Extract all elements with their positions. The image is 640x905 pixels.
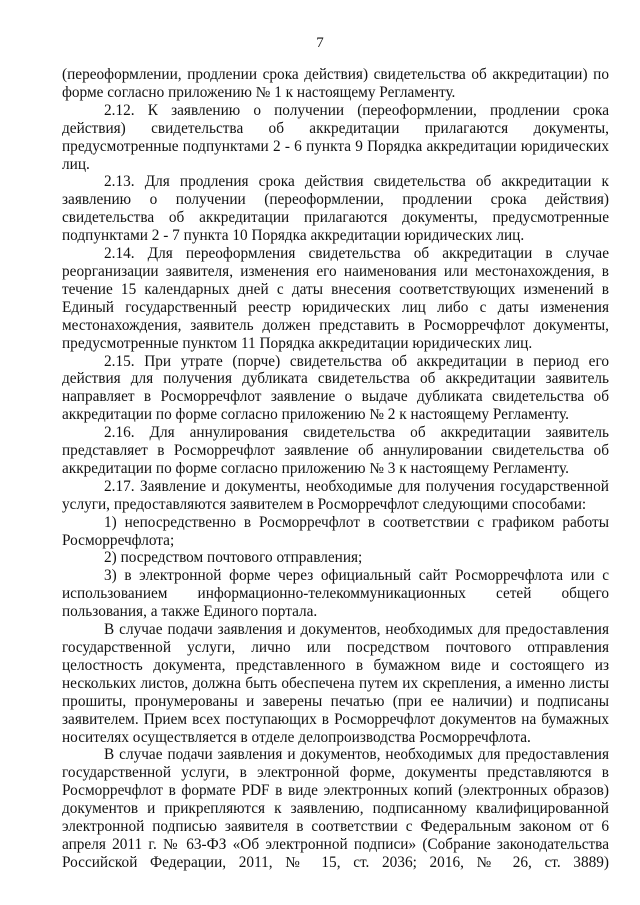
paragraph-electronic-submission: В случае подачи заявления и документов, необходимых для предоставления государственной услуги, в электронной форме, документы представляются в Росморречфлот в формате PDF в виде электронных копий (электронных образов) документов и прикрепляются к заявлению, подписанному квалифицированной электронной подписью заявителя в соответствии с Федеральным законом от 6 апреля 2011 г. № 63-ФЗ «Об электронной подписи» (Собрание законодательства Российской Федерации, 2011, № 15, ст. 2036; 2016, № 26, ст. 3889) <box>62 746 609 871</box>
page-number: 7 <box>316 35 324 51</box>
document-body <box>62 66 609 872</box>
paragraph-paper-submission: В случае подачи заявления и документов, необходимых для предоставления государственной услуги, лично или посредством почтового отправления целостность документа, представленного в бумажном виде и состоящего из нескольких листов, должна быть обеспечена путем их скрепления, а именно листы прошиты, пронумерованы и заверены печатью (при ее наличии) и подписаны заявителем. Прием всех поступающих в Росморречфлот документов на бумажных носителях осуществляется в отделе делопроизводства Росморречфлота. <box>62 621 609 746</box>
list-item-2: 2) посредством почтового отправления; <box>104 549 363 567</box>
paragraph-2-17: 2.17. Заявление и документы, необходимые для получения государственной услуги, предоставляются заявителем в Росморречфлот следующими способами: <box>62 477 609 513</box>
paragraph-2-16: 2.16. Для аннулирования свидетельства об аккредитации заявитель представляет в Росморречфлот заявление об аннулировании свидетельства об аккредитации по форме согласно приложению № 3 к настоящему Регламенту. <box>62 424 609 477</box>
list-item-1: 1) непосредственно в Росморречфлот в соответствии с графиком работы Росморречфлота; <box>62 513 609 549</box>
paragraph-2-15: 2.15. При утрате (порче) свидетельства об аккредитации в период его действия для получения дубликата свидетельства об аккредитации заявитель направляет в Росморречфлот заявление о выдаче дубликата свидетельства об аккредитации по форме согласно приложению № 2 к настоящему Регламенту. <box>62 352 609 424</box>
list-item-3: 3) в электронной форме через официальный сайт Росморречфлота или с использованием информационно-телекоммуникационных сетей общего пользования, а также Единого портала. <box>62 567 609 621</box>
paragraph-2-14: 2.14. Для переоформления свидетельства об аккредитации в случае реорганизации заявителя, изменения его наименования или местонахождения, в течение 15 календарных дней с даты внесения соответствующих изменений в Единый государственный реестр юридических лиц либо с даты изменения местонахождения, заявитель должен представить в Росморречфлот документы, предусмотренные пунктом 11 Порядка аккредитации юридических лиц. <box>62 245 609 352</box>
paragraph-continuation: (переоформлении, продлении срока действия) свидетельства об аккредитации) по форме согласно приложению № 1 к настоящему Регламенту. <box>62 66 609 101</box>
paragraph-2-13: 2.13. Для продления срока действия свидетельства об аккредитации к заявлению о получении (переоформлении, продлении срока действия) свидетельства об аккредитации прилагаются документы, предусмотренные подпунктами 2 - 7 пункта 10 Порядка аккредитации юридических лиц. <box>62 173 609 245</box>
paragraph-2-12: 2.12. К заявлению о получении (переоформлении, продлении срока действия) свидетельства об аккредитации прилагаются документы, предусмотренные подпунктами 2 - 6 пункта 9 Порядка аккредитации юридических лиц. <box>62 101 609 173</box>
